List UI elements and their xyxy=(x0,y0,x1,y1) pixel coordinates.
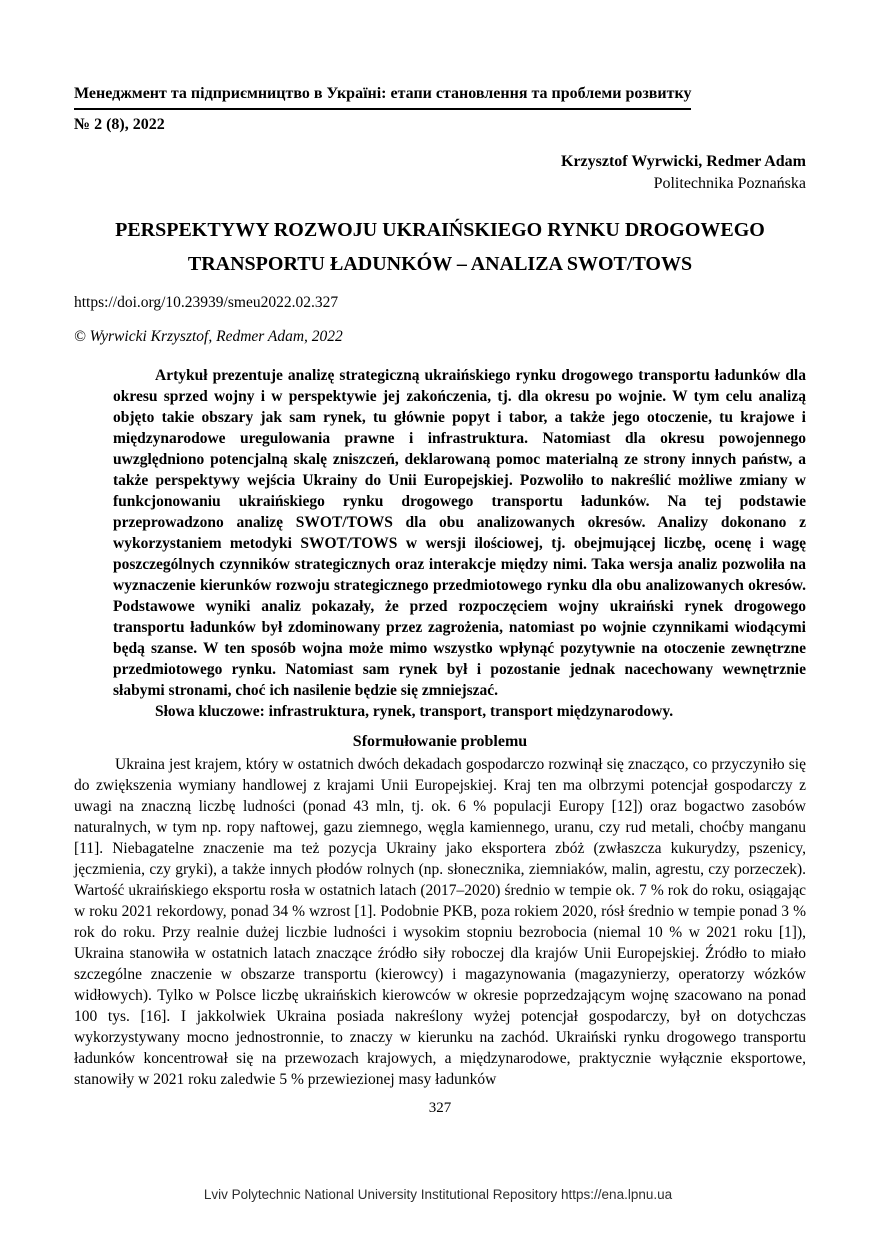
body-paragraph: Ukraina jest krajem, który w ostatnich dwóch dekadach gospodarczo rozwinął się znacząco, co przyczyniło się do zwiększenia wymiany handlowej z krajami Unii Europejskiej. Kraj ten ma olbrzymi potencjał gospodarczy z uwagi na znaczną liczbę ludności (ponad 43 mln, tj. ok. 6 % populacji Europy [12]) oraz bogactwo zasobów naturalnych, w tym np. ropy naftowej, gazu ziemnego, węgla kamiennego, uranu, czy rud metali, choćby manganu [11]. Niebagatelne znaczenie ma też pozycja Ukrainy jako eksportera zbóż (zwłaszcza kukurydzy, pszenicy, jęczmienia, czy gryki), a także innych płodów rolnych (np. słonecznika, ziemniaków, malin, agrestu, czy porzeczek). Wartość ukraińskiego eksportu rosła w ostatnich latach (2017–2020) średnio w tempie ok. 7 % rok do roku, osiągając w roku 2021 rekordowy, ponad 34 % wzrost [1]. Podobnie PKB, poza rokiem 2020, rósł średnio w tempie ponad 3 % rok do roku. Przy realnie dużej liczbie ludności i wysokim stopniu bezrobocia (niemal 10 % w 2021 roku [1]), Ukraina stanowiła w ostatnich latach znaczące źródło siły roboczej dla krajów Unii Europejskiej. Źródło to miało szczególne znaczenie w obszarze transportu (kierowcy) i magazynowania (magazynierzy, operatorzy wózków widłowych). Tylko w Polsce liczbę ukraińskich kierowców w okresie poprzedzającym wojnę szacowano na ponad 100 tys. [16]. I jakkolwiek Ukraina posiada nakreślony wyżej potencjał gospodarczy, był on dotychczas wykorzystywany mocno jednostronnie, to znaczy w kierunku na zachód. Ukraiński rynku drogowego transportu ładunków koncentrował się na przewozach krajowych, a międzynarodowe, praktycznie wyłącznie eksportowe, stanowiły w 2021 roku zaledwie 5 % przewiezionej masy ładunków xyxy=(74,756,806,1088)
journal-issue: № 2 (8), 2022 xyxy=(74,116,165,133)
page-number: 327 xyxy=(428,1100,452,1116)
article-title-line2: TRANSPORTU ŁADUNKÓW – ANALIZA SWOT/TOWS xyxy=(187,253,693,275)
repository-footer: Lviv Polytechnic National University Institutional Repository https://ena.lpnu.ua xyxy=(203,1187,673,1202)
section-heading: Sformułowanie problemu xyxy=(352,733,528,750)
article-title xyxy=(74,213,806,281)
abstract-paragraph: Artykuł prezentuje analizę strategiczną ukraińskiego rynku drogowego transportu ładunków dla okresu sprzed wojny i w perspektywie jej zakończenia, tj. dla okresu po wojnie. W tym celu analizą objęto takie obszary jak sam rynek, tu głównie popyt i tabor, a także jego otoczenie, tu krajowe i międzynarodowe uregulowania prawne i infrastruktura. Natomiast dla okresu powojennego uwzględniono potencjalną skalę zniszczeń, deklarowaną pomoc materialną ze strony innych państw, a także perspektywy wejścia Ukrainy do Unii Europejskiej. Pozwoliło to nakreślić możliwe zmiany w funkcjonowaniu ukraińskiego rynku drogowego transportu ładunków. Na tej podstawie przeprowadzono analizę SWOT/TOWS dla obu analizowanych okresów. Analizy dokonano z wykorzystaniem metodyki SWOT/TOWS w wersji ilościowej, tj. obejmującej liczbę, ocenę i wagę poszczególnych czynników strategicznych oraz interakcje między nimi. Taka wersja analiz pozwoliła na wyznaczenie kierunków rozwoju strategicznego przedmiotowego rynku dla obu analizowanych okresów. Podstawowe wyniki analiz pokazały, że przed rozpoczęciem wojny ukraiński rynek drogowego transportu ładunków był zdominowany przez zagrożenia, natomiast po wojnie czynnikami wiodącymi będą szanse. W ten sposób wojna może mimo wszystko wpłynąć pozytywnie na otoczenie zewnętrzne przedmiotowego rynku. Natomiast sam rynek był i pozostanie jednak nacechowany wewnętrznie słabymi stronami, choć ich nasilenie będzie się zmniejszać. xyxy=(113,367,806,699)
copyright-line: © Wyrwicki Krzysztof, Redmer Adam, 2022 xyxy=(74,328,343,345)
journal-header xyxy=(74,84,806,135)
authors-block xyxy=(74,151,806,195)
doi-text: https://doi.org/10.23939/smeu2022.02.327 xyxy=(74,294,339,311)
keywords-line: Słowa kluczowe: infrastruktura, rynek, transport, transport międzynarodowy. xyxy=(155,703,674,720)
author-affiliation: Politechnika Poznańska xyxy=(653,175,806,192)
article-title-line1: PERSPEKTYWY ROZWOJU UKRAIŃSKIEGO RYNKU DROGOWEGO xyxy=(115,219,765,241)
author-names: Krzysztof Wyrwicki, Redmer Adam xyxy=(561,153,806,170)
journal-title: Менеджмент та підприємництво в Україні: етапи становлення та проблеми розвитку xyxy=(74,84,691,110)
